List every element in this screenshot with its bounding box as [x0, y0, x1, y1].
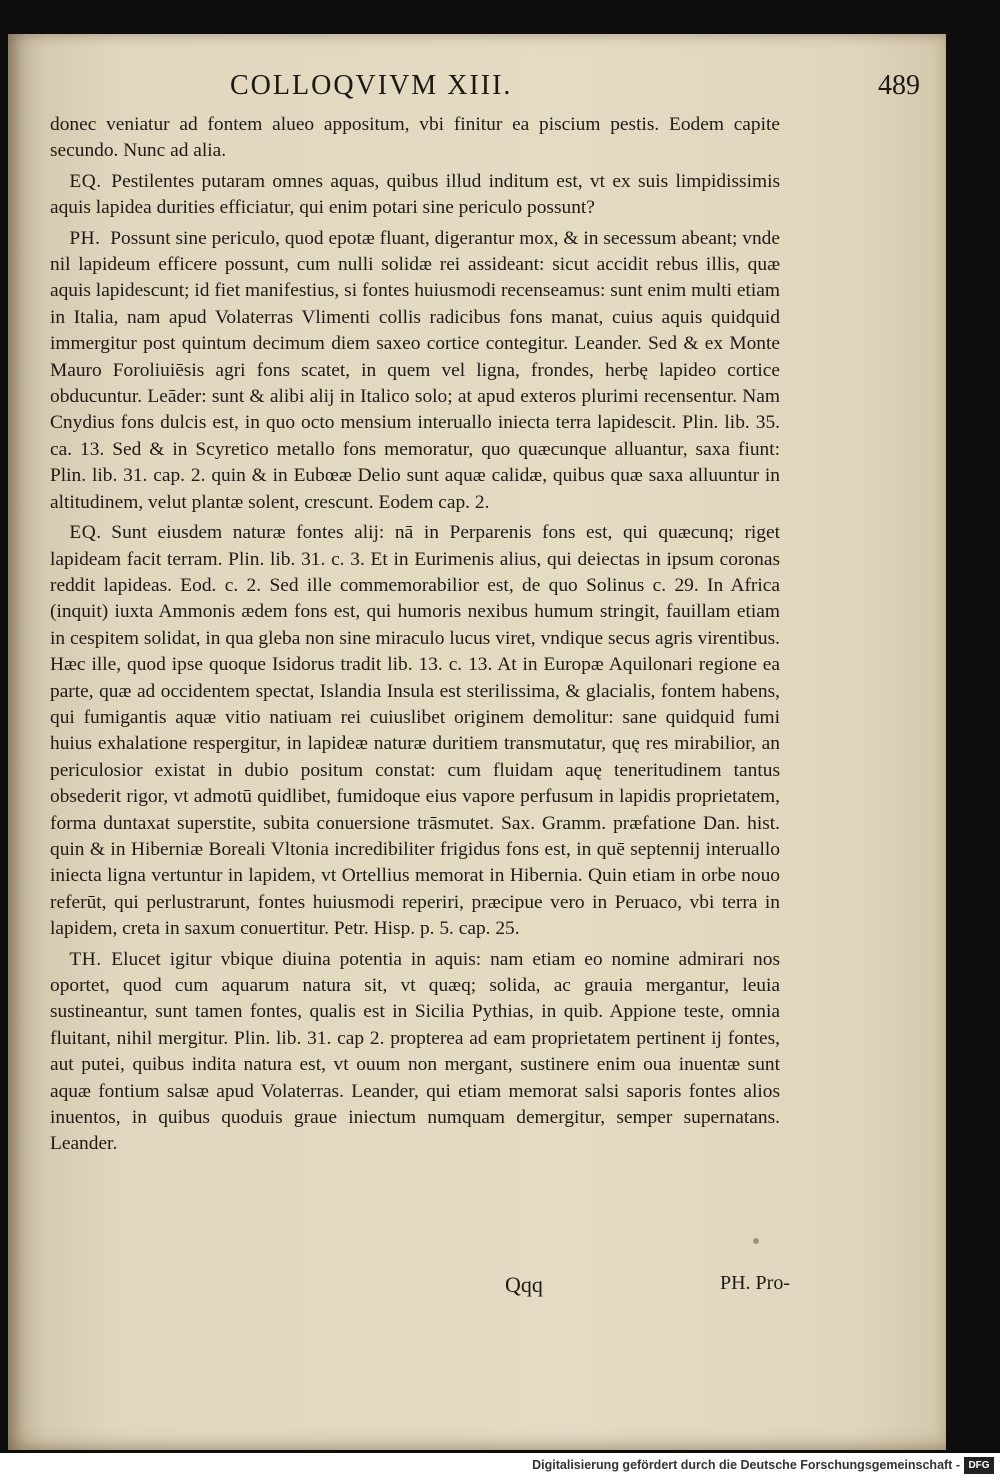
speaker-label: PH. — [69, 227, 101, 249]
page-header — [50, 70, 920, 110]
paragraph — [50, 226, 780, 516]
paragraph-text: Sunt eiusdem naturæ fontes alij: nā in Perparenis fons est, qui quæcunq; riget lapideam facit terram. Plin. lib. 31. c. 3. Et in Eurimenis alius, qui deiectas in ipsum coronas reddit lapideas. Eod. c. 2. Sed ille commemorabilior est, de quo Solinus c. 29. In Africa (inquit) iuxta Ammonis ædem fons est, qui humoris nexibus humum stringit, fauillam etiam in cespitem solidat, in qua gleba non sine miraculo lucus viret, vndique secus agris virentibus. Hæc ille, quod ipse quoque Isidorus tradit lib. 13. c. 13. At in Europæ Aquilonari regione ea parte, quæ ad occidentem spectat, Islandia Insula est sterilissima, & glacialis, fontem habens, qui fumigantis aquæ vitio natiuam rei cuiuslibet originem demolitur: sane quidquid fumi huius exhalatione respergitur, in lapideæ naturæ duritiem transmutatur, quę res mirabilior, an periculosior existat in dubio positum constat: cum fluidam aquę teneritudinem tantus obsederit rigor, vt admotū quidlibet, fumidoque eius vapore perfusum in lapidis proprietatem, forma duntaxat superstite, subita conuersione trāsmutet. Sax. Gramm. præfatione Dan. hist. quin & in Hiberniæ Boreali Vltonia incredibiliter frigidus fons est, in quē septennij interuallo iniecta ligna vertuntur in lapidem, vt Ortellius memorat in Hibernia. Quin etiam in orbe nouo referūt, qui perlustrarunt, fontes huiusmodi reperiri, præcipue vero in Peruaco, vbi terra in lapidem, creta in saxum conuertitur. Petr. Hisp. p. 5. cap. 25. — [50, 522, 780, 940]
speaker-label: TH. — [69, 948, 102, 970]
speaker-label: EQ. — [69, 170, 102, 192]
catchword: PH. Pro- — [719, 1272, 790, 1294]
page-number: 489 — [878, 70, 920, 101]
paragraph-text: Possunt sine periculo, quod epotæ fluant, digerantur mox, & in secessum abeant; vnde nil lapideum efficere possunt, cum nulli solidæ rei assideant: sicut accidit rebus illis, quæ aquis lapidescunt; id fiet manifestius, si fontes huiusmodi recenseamus: sunt enim multi etiam in Italia, nam apud Volaterras Vlimenti collis radicibus fons manat, cuius aquis quidquid immergitur post quintum decimum diem saxeo cortice contegitur. Leander. Sed & ex Monte Mauro Foroliuiēsis agri fons scatet, in quem vel ligna, frondes, herbę lapideo cortice obducuntur. Leāder: sunt & alibi alij in Italico solo; at apud exteros plurimi recensentur. Nam Cnydius fons dulcis est, in quo octo mensium interuallo iniecta terra lapidescit. Plin. lib. 35. ca. 13. Sed & in Scyretico metallo fons memoratur, quo quæcunque alluantur, saxa fiunt: Plin. lib. 31. cap. 2. quin & in Eubœæ Delio sunt aquæ calidæ, quibus quæ saxa alluuntur in altitudinem, velut plantæ solent, crescunt. Eodem cap. 2. — [50, 227, 780, 513]
running-title: COLLOQVIVM XIII. — [230, 70, 513, 101]
paragraph — [50, 112, 780, 165]
page-footer — [50, 1272, 790, 1306]
credit-text: Digitalisierung gefördert durch die Deutsche Forschungsgemeinschaft - — [532, 1458, 960, 1472]
paragraph-text: Elucet igitur vbique diuina potentia in aquis: nam etiam eo nomine admirari nos oportet, quod cum aquarum natura sit, vt quæq; solida, ac grauia mergantur, leuia sustineantur, sunt tamen fontes, qualis est in Sicilia Pythias, in quib. Appione teste, omnia fluitant, nihil mergitur. Plin. lib. 31. cap 2. propterea ad eam proprietatem pertinent ij fontes, aut putei, quibus indita natura est, vt ouum non mergant, sustinere enim oua inuentæ sunt aquæ fontium salsæ apud Volaterras. Leander, qui etiam memorat salsi saporis fontes alios inuentos, in quibus quoduis graue iniectum numquam demergitur, semper supernatans. Leander. — [50, 948, 780, 1155]
ink-mark — [753, 1238, 759, 1244]
dfg-logo: DFG — [964, 1457, 994, 1474]
paragraph — [50, 169, 780, 222]
paragraph — [50, 947, 780, 1158]
signature-mark: Qqq — [505, 1272, 543, 1297]
speaker-label: EQ. — [69, 522, 102, 544]
credit-bar — [0, 1453, 1000, 1479]
paragraph — [50, 520, 780, 943]
main-text — [50, 112, 780, 1158]
paragraph-text: Pestilentes putaram omnes aquas, quibus illud inditum est, vt ex suis limpidissimis aquis lapidea durities efficiatur, qui enim potari sine periculo possunt? — [50, 170, 780, 219]
paragraph-text: donec veniatur ad fontem alueo appositum, vbi finitur ea piscium pestis. Eodem capite secundo. Nunc ad alia. — [50, 114, 780, 162]
